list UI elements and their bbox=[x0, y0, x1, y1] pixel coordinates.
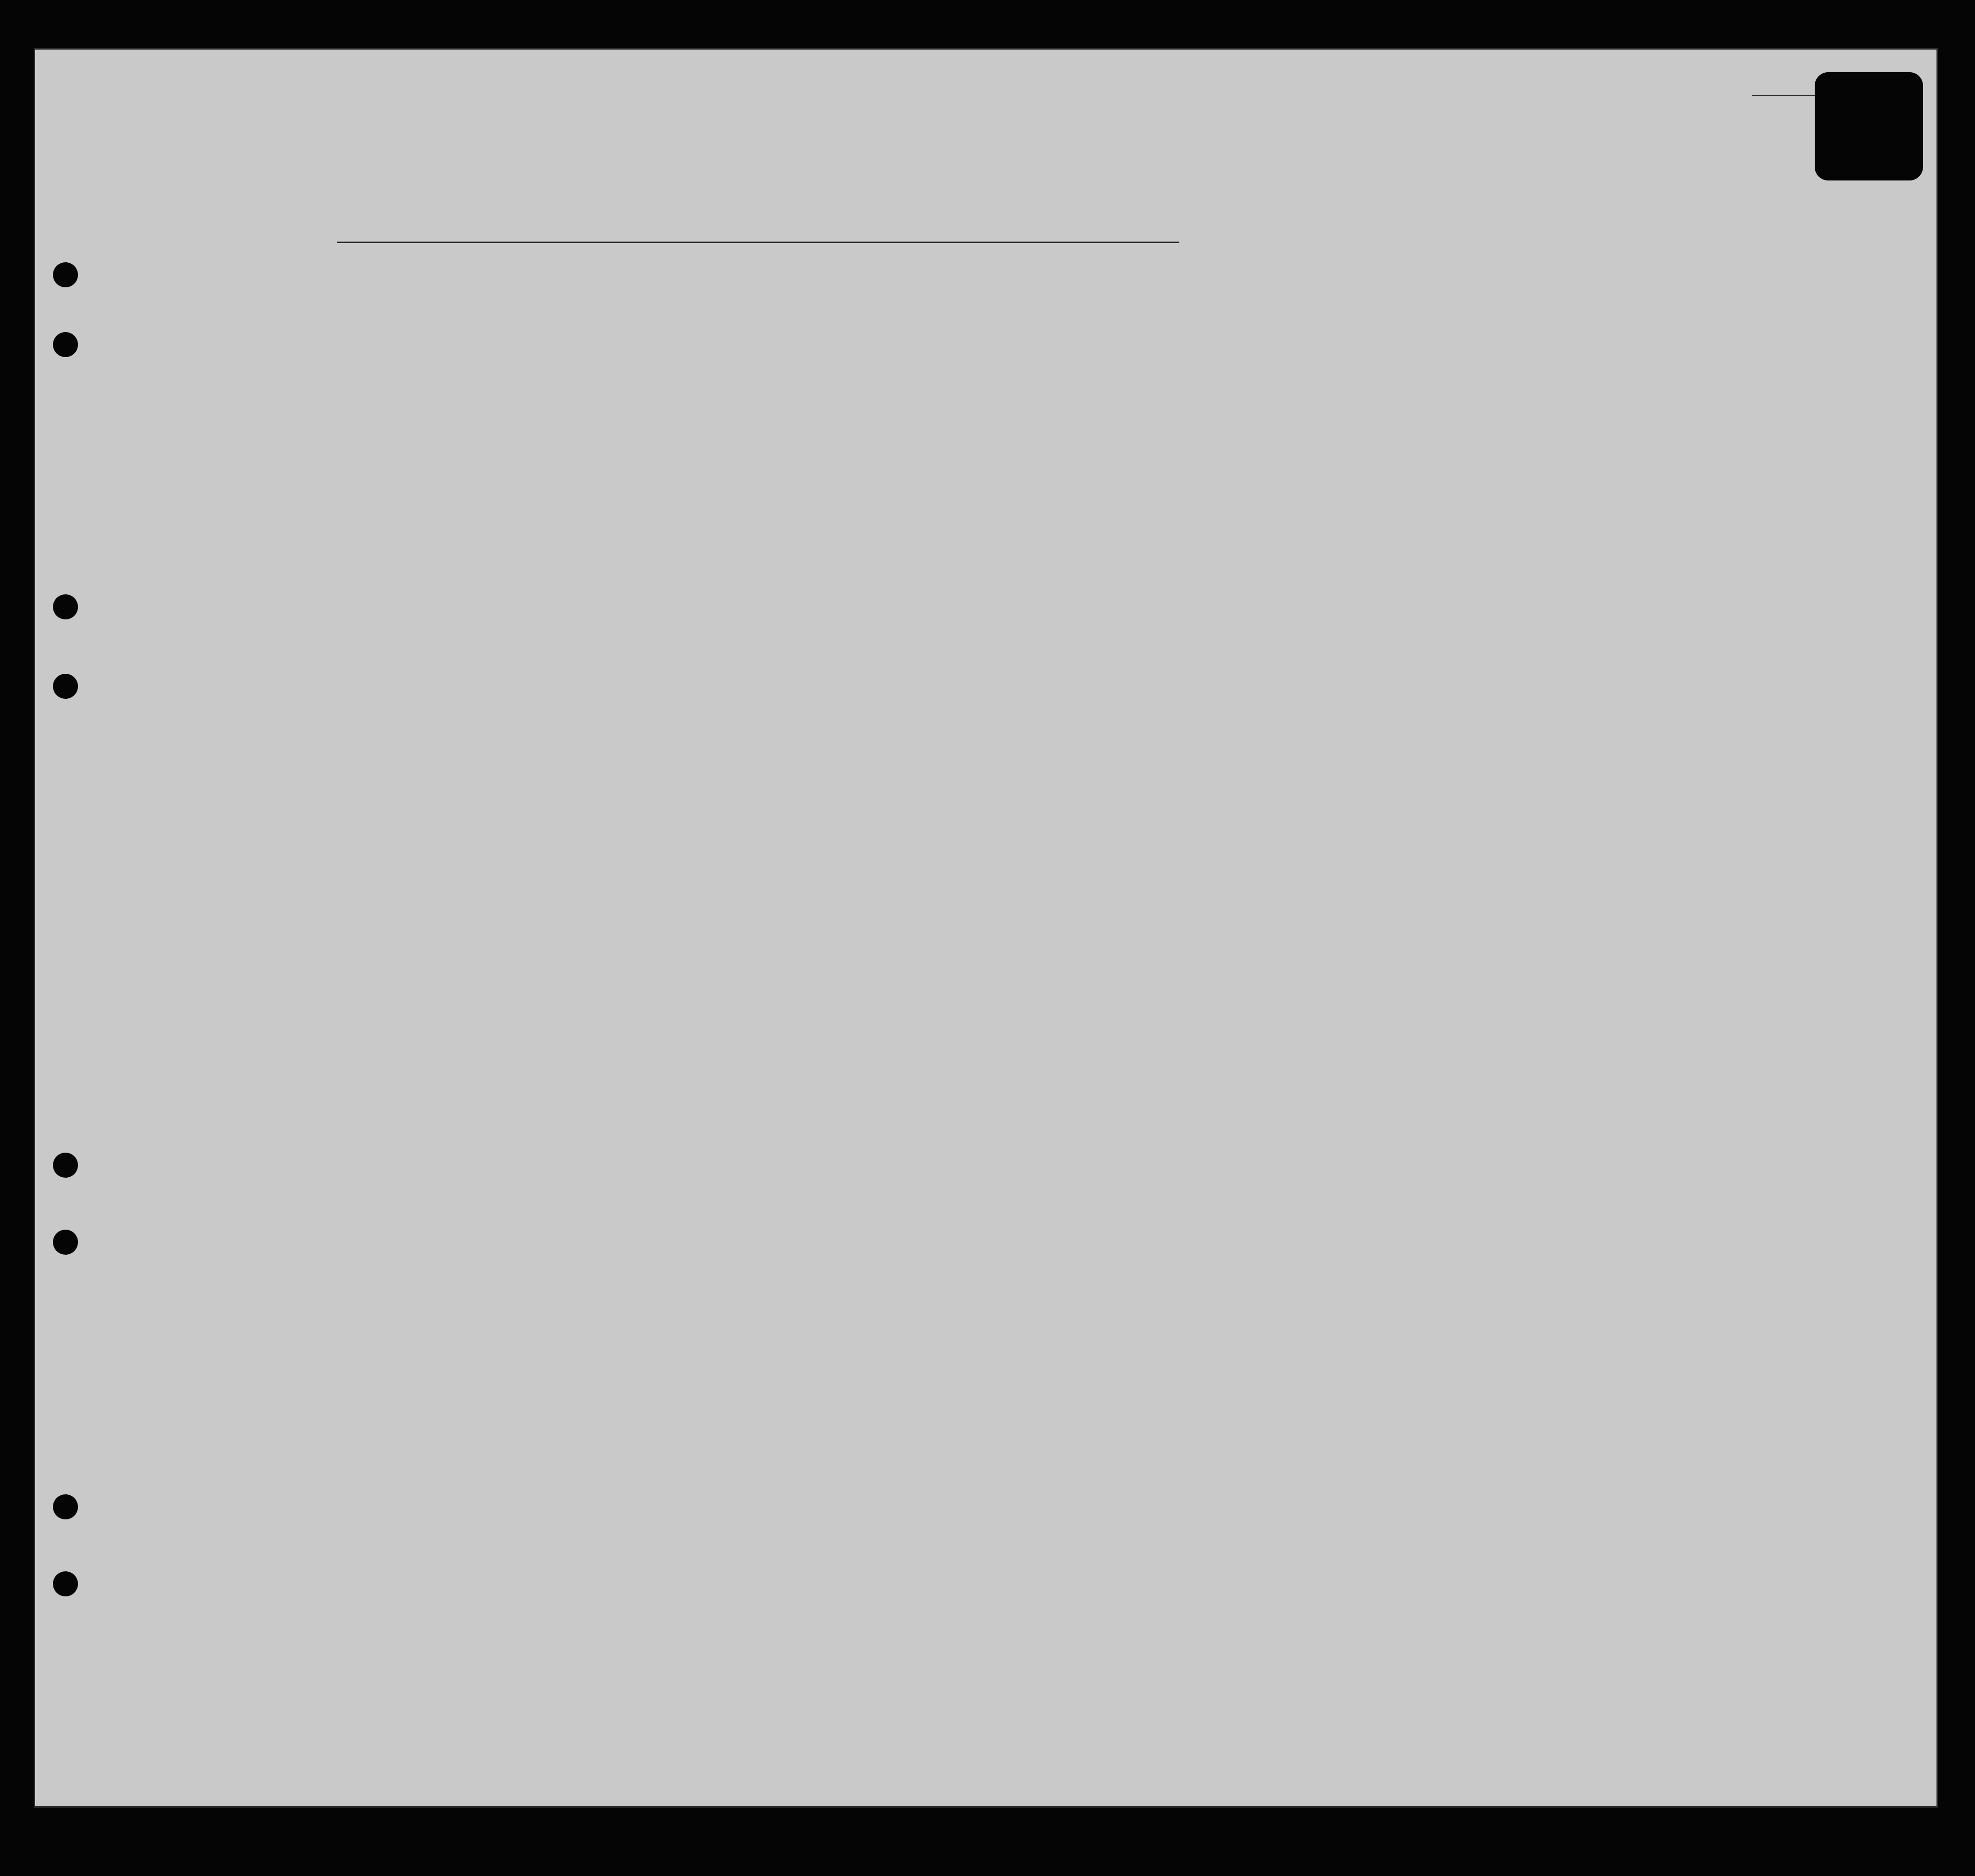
header-fifty-dollars bbox=[700, 308, 724, 428]
header-prison bbox=[1264, 318, 1297, 433]
header-return bbox=[1124, 318, 1158, 433]
header-citizen bbox=[1235, 318, 1261, 433]
header-ticket bbox=[578, 308, 602, 428]
header-offer bbox=[1418, 308, 1451, 428]
header-overthrow bbox=[1362, 308, 1410, 428]
header-polygamist bbox=[1304, 318, 1324, 433]
header-length bbox=[1175, 318, 1213, 433]
header-deported bbox=[1461, 308, 1490, 428]
header-feet bbox=[1615, 395, 1629, 428]
header-anarchist bbox=[1333, 318, 1353, 433]
header-inches bbox=[1639, 395, 1653, 428]
